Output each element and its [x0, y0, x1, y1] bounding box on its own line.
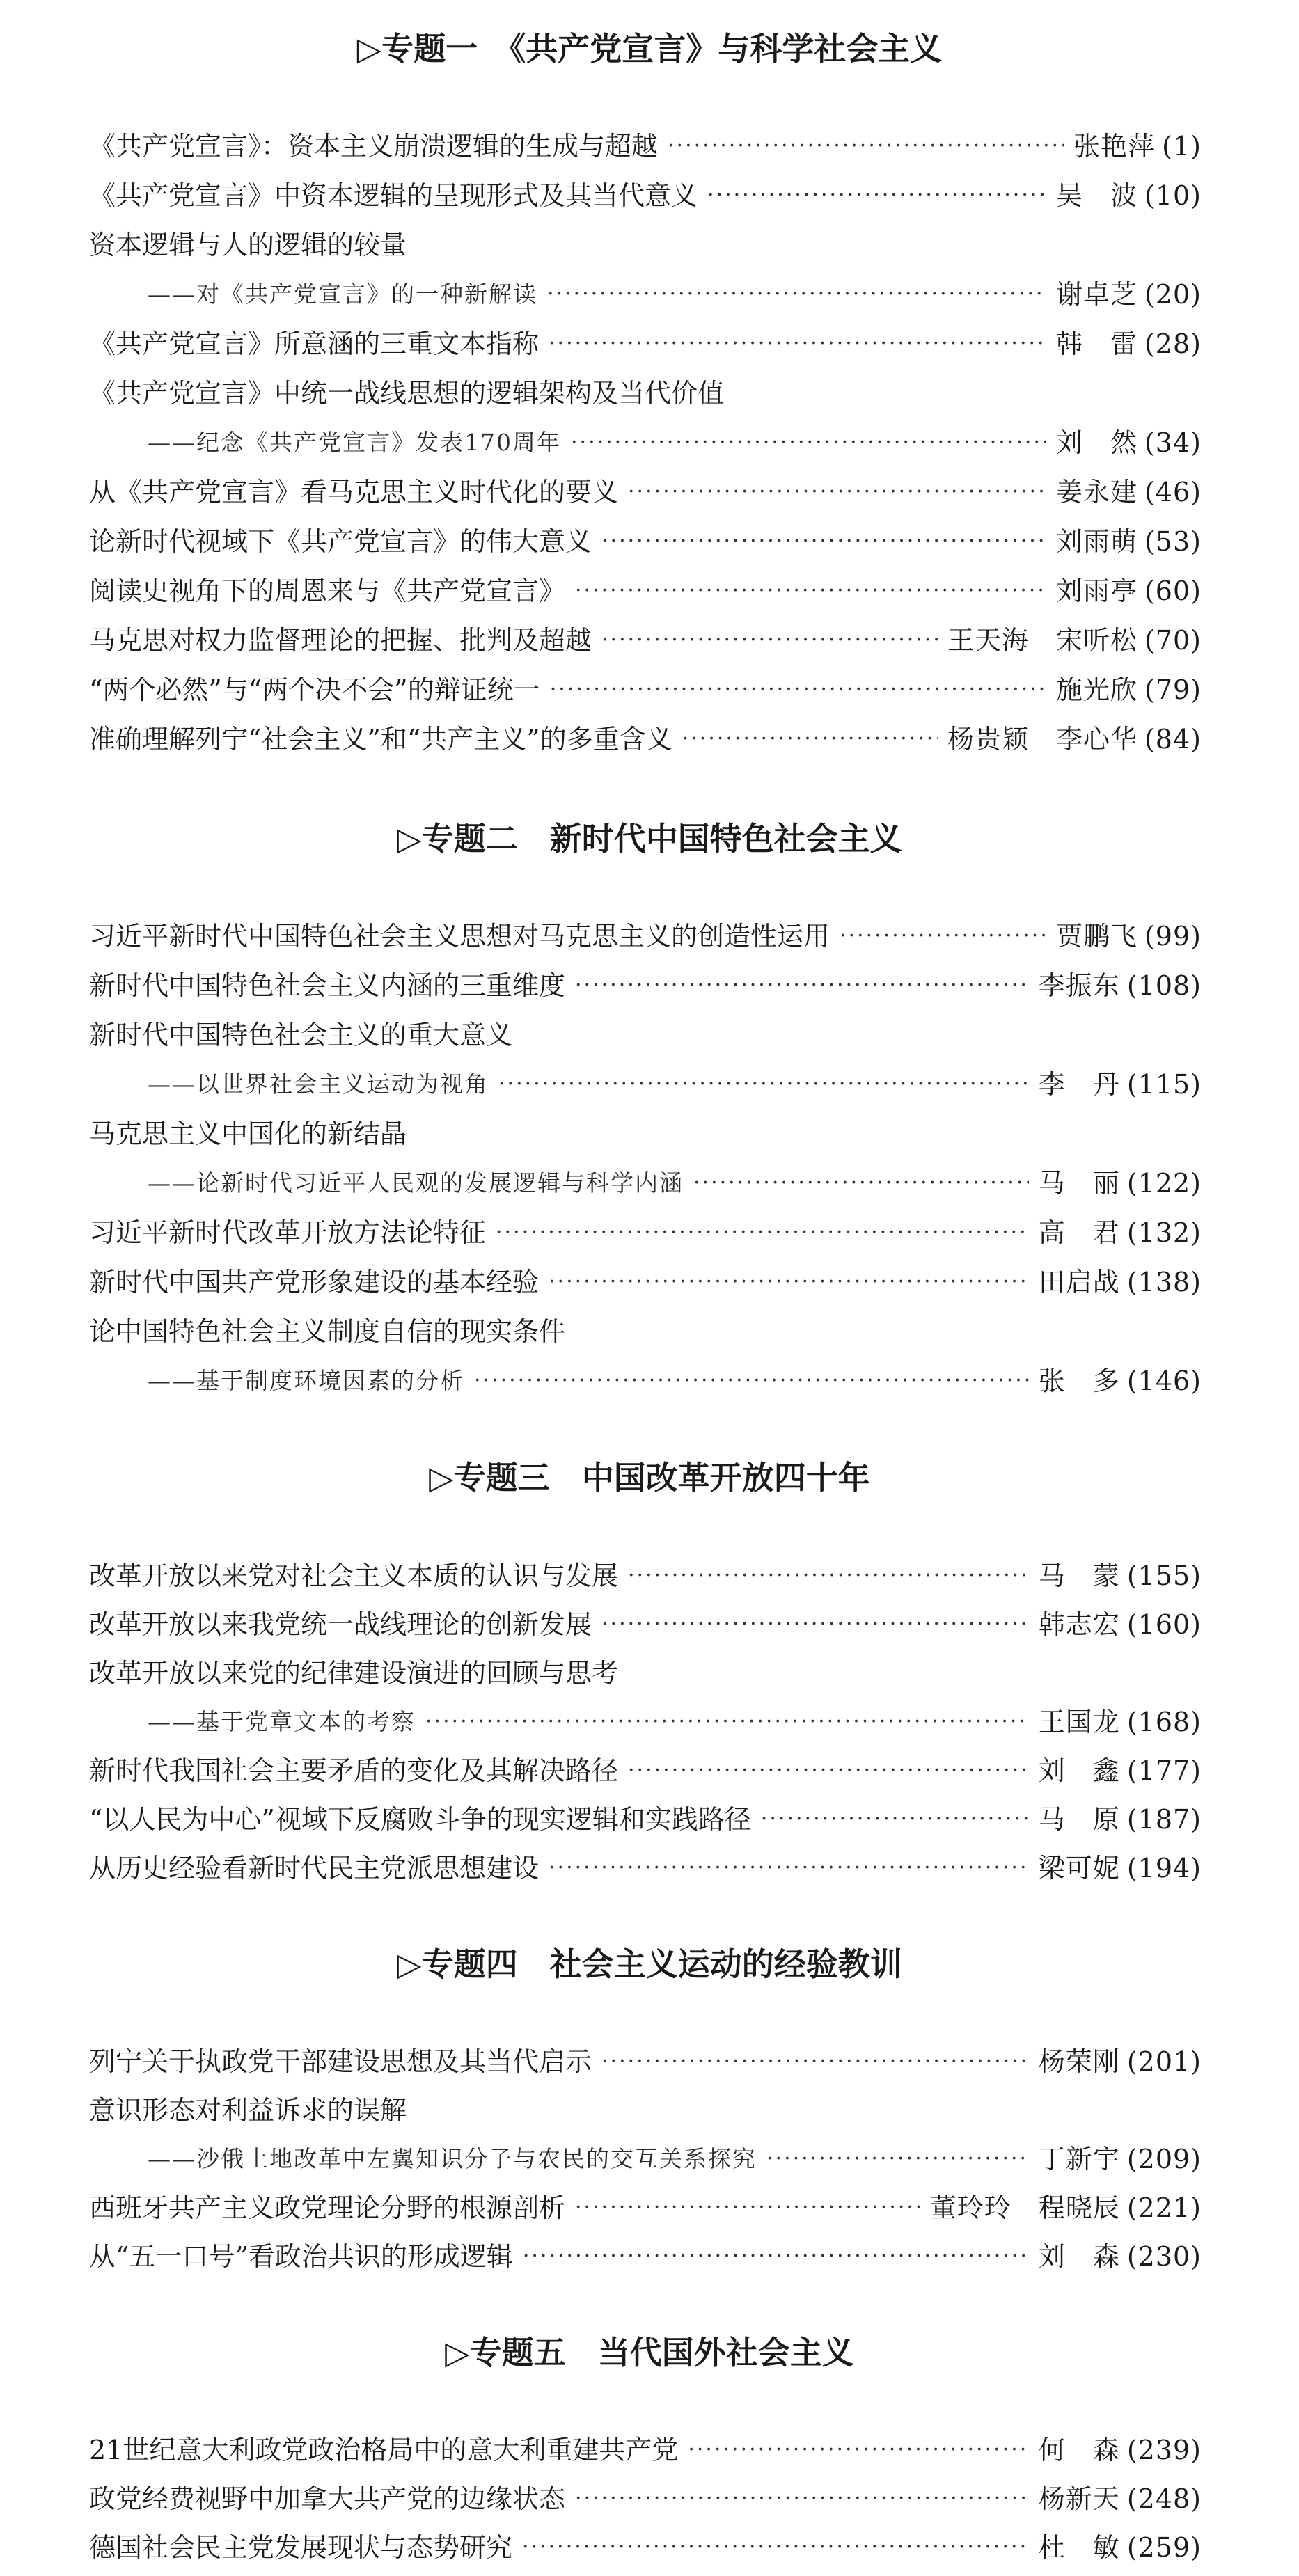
entry-title: 论中国特色社会主义制度自信的现实条件 — [89, 1316, 566, 1347]
dot-leader — [547, 274, 1046, 315]
entry-title: 德国社会民主党发展现状与态势研究 — [89, 2532, 513, 2563]
entry-subtitle: ——对《共产党宣言》的一种新解读 — [148, 280, 537, 308]
toc-entry[interactable] — [89, 669, 1202, 711]
dot-leader — [575, 2478, 1029, 2520]
toc-entry[interactable] — [89, 1799, 1202, 1840]
entry-title: 《共产党宣言》中资本逻辑的呈现形式及其当代意义 — [89, 180, 698, 211]
toc-entry[interactable] — [89, 1847, 1202, 1889]
toc-entry[interactable] — [89, 1604, 1202, 1645]
triangle-marker-icon: ▷ — [356, 30, 382, 68]
toc-entry[interactable] — [89, 1014, 1202, 1056]
toc-entry[interactable] — [89, 175, 1202, 216]
dot-leader — [840, 915, 1046, 957]
entry-author: 韩志宏 — [1038, 1609, 1120, 1640]
section-heading-1 — [0, 28, 1299, 70]
entry-author: 张 多 — [1038, 1366, 1120, 1396]
toc-subtitle-entry[interactable] — [148, 422, 1202, 464]
dot-leader — [575, 570, 1046, 612]
entry-page: (122) — [1126, 1168, 1202, 1199]
toc-subtitle-entry[interactable] — [148, 1360, 1202, 1402]
section-title: 专题一 《共产党宣言》与科学社会主义 — [381, 30, 943, 68]
entry-page: (53) — [1144, 526, 1202, 557]
section-heading-4 — [0, 1943, 1299, 1985]
entry-page: (20) — [1144, 279, 1202, 310]
dot-leader — [601, 521, 1046, 562]
entry-author: 吴 波 — [1055, 180, 1137, 211]
toc-entry[interactable] — [89, 915, 1202, 957]
toc-entry[interactable] — [89, 2041, 1202, 2083]
section-title: 专题二 新时代中国特色社会主义 — [421, 820, 902, 858]
entry-title: 21世纪意大利政党政治格局中的意大利重建共产党 — [89, 2435, 679, 2465]
entry-author: 姜永建 — [1055, 477, 1137, 507]
entry-subtitle: ——基于制度环境因素的分析 — [148, 1367, 464, 1394]
toc-entry[interactable] — [89, 2089, 1202, 2131]
entry-page: (138) — [1126, 1267, 1202, 1297]
entry-page: (28) — [1144, 329, 1202, 359]
entry-page: (259) — [1126, 2532, 1202, 2563]
entry-page: (248) — [1126, 2483, 1202, 2514]
entry-page: (221) — [1126, 2192, 1202, 2223]
entry-author: 马 原 — [1038, 1804, 1120, 1835]
entry-title: “两个必然”与“两个决不会”的辩证统一 — [89, 674, 540, 705]
entry-title: 改革开放以来党的纪律建设演进的回顾与思考 — [89, 1658, 619, 1689]
entry-page: (177) — [1126, 1755, 1202, 1786]
dot-leader — [498, 1064, 1029, 1105]
dot-leader — [601, 1604, 1029, 1645]
triangle-marker-icon: ▷ — [445, 2334, 470, 2371]
dot-leader — [549, 323, 1046, 365]
entry-title: 意识形态对利益诉求的误解 — [89, 2095, 407, 2126]
dot-leader — [575, 2187, 920, 2229]
entry-author: 李 丹 — [1038, 1069, 1120, 1100]
entry-author: 杨荣刚 — [1038, 2046, 1120, 2077]
toc-entry[interactable] — [89, 1261, 1202, 1303]
entry-page: (1) — [1162, 131, 1202, 161]
dot-leader — [761, 1799, 1029, 1840]
dot-leader — [474, 1360, 1029, 1402]
entry-author: 田启战 — [1038, 1267, 1120, 1297]
toc-entry[interactable] — [89, 1652, 1202, 1694]
entry-title: 新时代中国特色社会主义的重大意义 — [89, 1020, 513, 1050]
toc-entry[interactable] — [89, 1113, 1202, 1155]
entry-page: (70) — [1144, 625, 1202, 656]
entry-page: (201) — [1126, 2046, 1202, 2077]
entry-title: 习近平新时代中国特色社会主义思想对马克思主义的创造性运用 — [89, 921, 830, 951]
entry-subtitle: ——沙俄土地改革中左翼知识分子与农民的交互关系探究 — [148, 2145, 757, 2172]
toc-entry[interactable] — [89, 1311, 1202, 1352]
toc-entry[interactable] — [89, 718, 1202, 760]
entry-page: (10) — [1144, 180, 1202, 211]
entry-author: 马 蒙 — [1038, 1560, 1120, 1591]
toc-entry[interactable] — [89, 372, 1202, 414]
toc-entry[interactable] — [89, 2187, 1202, 2229]
toc-entry[interactable] — [89, 1555, 1202, 1597]
entry-page: (46) — [1144, 477, 1202, 507]
entry-title: 马克思主义中国化的新结晶 — [89, 1119, 407, 1149]
entry-author: 施光欣 — [1055, 674, 1137, 705]
entry-author: 刘雨萌 — [1055, 526, 1137, 557]
dot-leader — [668, 125, 1064, 167]
dot-leader — [571, 422, 1046, 464]
dot-leader — [628, 471, 1046, 513]
entry-subtitle: ——论新时代习近平人民观的发展逻辑与科学内涵 — [148, 1169, 684, 1196]
dot-leader — [523, 2236, 1029, 2277]
entry-page: (160) — [1126, 1609, 1202, 1640]
dot-leader — [628, 1555, 1029, 1597]
entry-author: 杨贵颖 李心华 — [947, 724, 1137, 754]
dot-leader — [682, 718, 938, 760]
entry-author: 董玲玲 程晓辰 — [929, 2192, 1120, 2223]
entry-author: 贾鹏飞 — [1055, 921, 1137, 951]
dot-leader — [601, 2041, 1029, 2083]
entry-author: 杜 敏 — [1038, 2532, 1120, 2563]
entry-author: 杨新天 — [1038, 2483, 1120, 2514]
entry-author: 刘 然 — [1055, 427, 1137, 458]
toc-entry[interactable] — [89, 619, 1202, 661]
entry-author: 韩 雷 — [1055, 329, 1137, 359]
toc-entry[interactable] — [89, 2429, 1202, 2471]
dot-leader — [693, 1162, 1029, 1204]
section-title: 专题五 当代国外社会主义 — [469, 2334, 854, 2371]
entry-page: (146) — [1126, 1366, 1202, 1396]
entry-author: 马 丽 — [1038, 1168, 1120, 1199]
triangle-marker-icon: ▷ — [397, 820, 422, 858]
toc-entry[interactable] — [89, 2478, 1202, 2520]
dot-leader — [628, 1750, 1029, 1792]
entry-title: 阅读史视角下的周恩来与《共产党宣言》 — [89, 576, 566, 606]
dot-leader — [549, 1261, 1029, 1303]
entry-title: 新时代中国特色社会主义内涵的三重维度 — [89, 970, 566, 1001]
entry-subtitle: ——基于党章文本的考察 — [148, 1708, 416, 1735]
entry-page: (34) — [1144, 427, 1202, 458]
dot-leader — [707, 175, 1046, 216]
toc-entry[interactable] — [89, 323, 1202, 365]
entry-title: 列宁关于执政党干部建设思想及其当代启示 — [89, 2046, 592, 2077]
section-heading-5 — [0, 2332, 1299, 2373]
entry-title: 准确理解列宁“社会主义”和“共产主义”的多重含义 — [89, 724, 672, 754]
entry-author: 丁新宇 — [1038, 2144, 1120, 2174]
entry-page: (132) — [1126, 1217, 1202, 1248]
entry-page: (194) — [1126, 1853, 1202, 1883]
entry-title: 从历史经验看新时代民主党派思想建设 — [89, 1853, 540, 1883]
entry-page: (155) — [1126, 1560, 1202, 1591]
section-title: 专题四 社会主义运动的经验教训 — [421, 1945, 902, 1983]
entry-page: (84) — [1144, 724, 1202, 754]
dot-leader — [496, 1212, 1029, 1254]
triangle-marker-icon: ▷ — [429, 1459, 454, 1496]
entry-author: 李振东 — [1038, 970, 1120, 1001]
entry-subtitle: ——纪念《共产党宣言》发表170周年 — [148, 429, 561, 456]
entry-author: 刘 森 — [1038, 2241, 1120, 2272]
entry-author: 刘雨亭 — [1055, 576, 1137, 606]
entry-title: 新时代我国社会主要矛盾的变化及其解决路径 — [89, 1755, 619, 1786]
toc-entry[interactable] — [89, 125, 1202, 167]
entry-title: 西班牙共产主义政党理论分野的根源剖析 — [89, 2192, 566, 2223]
entry-title: 从“五一口号”看政治共识的形成逻辑 — [89, 2241, 513, 2272]
entry-author: 何 森 — [1038, 2435, 1120, 2465]
section-heading-2 — [0, 818, 1299, 860]
entry-author: 王国龙 — [1038, 1707, 1120, 1737]
dot-leader — [601, 619, 938, 661]
dot-leader — [688, 2429, 1028, 2471]
toc-entry[interactable] — [89, 521, 1202, 562]
entry-title: 《共产党宣言》所意涵的三重文本指称 — [89, 329, 540, 359]
entry-page: (79) — [1144, 674, 1202, 705]
entry-title: 新时代中国共产党形象建设的基本经验 — [89, 1267, 540, 1297]
toc-subtitle-entry[interactable] — [148, 1162, 1202, 1204]
entry-page: (168) — [1126, 1707, 1202, 1737]
entry-page: (115) — [1126, 1069, 1202, 1100]
dot-leader — [522, 2527, 1029, 2568]
section-title: 专题三 中国改革开放四十年 — [453, 1459, 870, 1496]
toc-entry[interactable] — [89, 965, 1202, 1006]
entry-page: (187) — [1126, 1804, 1202, 1835]
entry-author: 高 君 — [1038, 1217, 1120, 1248]
entry-subtitle: ——以世界社会主义运动为视角 — [148, 1070, 489, 1098]
toc-entry[interactable] — [89, 1212, 1202, 1254]
entry-author: 刘 鑫 — [1038, 1755, 1120, 1786]
toc-subtitle-entry[interactable] — [148, 274, 1202, 315]
toc-entry[interactable] — [89, 2527, 1202, 2568]
entry-author: 王天海 宋听松 — [947, 625, 1137, 656]
toc-entry[interactable] — [89, 471, 1202, 513]
toc-entry[interactable] — [89, 224, 1202, 266]
entry-title: 政党经费视野中加拿大共产党的边缘状态 — [89, 2483, 566, 2514]
entry-author: 张艳萍 — [1073, 131, 1156, 161]
entry-title: 马克思对权力监督理论的把握、批判及超越 — [89, 625, 592, 656]
entry-title: 从《共产党宣言》看马克思主义时代化的要义 — [89, 477, 619, 507]
entry-author: 谢卓芝 — [1055, 279, 1137, 310]
entry-page: (209) — [1126, 2144, 1202, 2174]
entry-title: 习近平新时代改革开放方法论特征 — [89, 1217, 487, 1248]
entry-page: (60) — [1144, 576, 1202, 606]
toc-entry[interactable] — [89, 1750, 1202, 1792]
dot-leader — [766, 2138, 1029, 2180]
entry-page: (99) — [1144, 921, 1202, 951]
toc-subtitle-entry[interactable] — [148, 1064, 1202, 1105]
entry-title: 论新时代视域下《共产党宣言》的伟大意义 — [89, 526, 592, 557]
toc-entry[interactable] — [89, 570, 1202, 612]
entry-author: 梁可妮 — [1038, 1853, 1120, 1883]
toc-entry[interactable] — [89, 2236, 1202, 2277]
entry-title: 改革开放以来我党统一战线理论的创新发展 — [89, 1609, 592, 1640]
section-heading-3 — [0, 1457, 1299, 1499]
entry-title: 改革开放以来党对社会主义本质的认识与发展 — [89, 1560, 619, 1591]
dot-leader — [550, 669, 1046, 711]
entry-page: (239) — [1126, 2435, 1202, 2465]
toc-subtitle-entry[interactable] — [148, 1701, 1202, 1743]
triangle-marker-icon: ▷ — [397, 1945, 422, 1983]
toc-subtitle-entry[interactable] — [148, 2138, 1202, 2180]
dot-leader — [575, 965, 1029, 1006]
entry-title: 《共产党宣言》中统一战线思想的逻辑架构及当代价值 — [89, 378, 725, 409]
entry-title: 《共产党宣言》：资本主义崩溃逻辑的生成与超越 — [89, 131, 659, 161]
entry-title: 资本逻辑与人的逻辑的较量 — [89, 230, 407, 260]
entry-page: (230) — [1126, 2241, 1202, 2272]
dot-leader — [549, 1847, 1029, 1889]
entry-title: “以人民为中心”视域下反腐败斗争的现实逻辑和实践路径 — [89, 1804, 751, 1835]
dot-leader — [425, 1701, 1029, 1743]
entry-page: (108) — [1126, 970, 1202, 1001]
